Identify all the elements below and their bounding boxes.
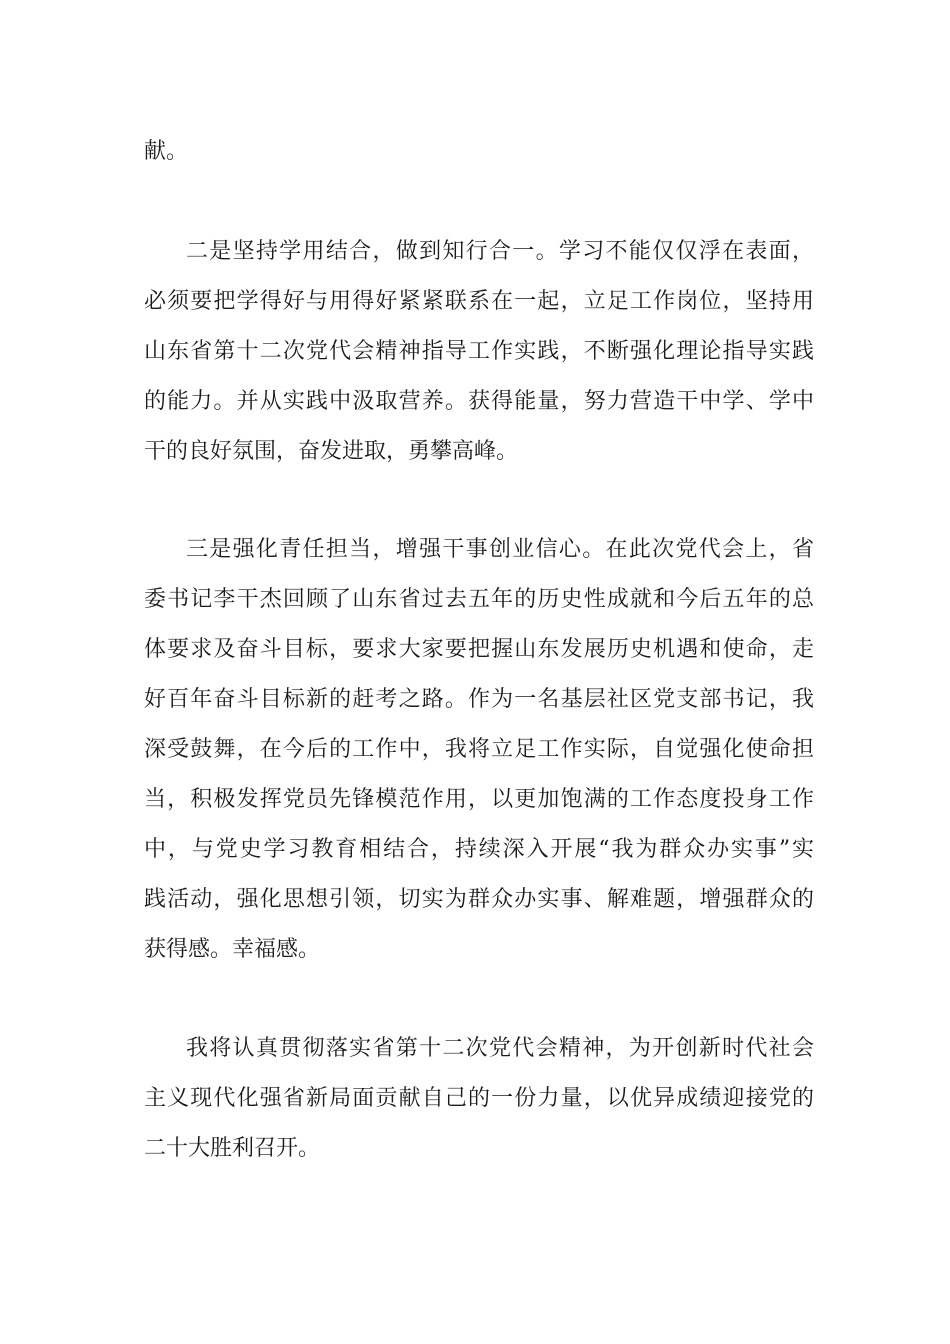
- paragraph-3-line-5: 深受鼓舞，在今后的工作中，我将立足工作实际，自觉强化使命担: [144, 737, 814, 762]
- paragraph-2-line-5: 干的良好氛围，奋发进取，勇攀高峰。: [144, 439, 519, 464]
- paragraph-3-line-1: 三是强化青任担当，增强干事创业信心。在此次党代会上，省: [186, 537, 814, 562]
- paragraph-2-line-1: 二是坚持学用结合，做到知行合一。学习不能仅仅浮在表面，: [186, 239, 814, 264]
- paragraph-2-line-3: 山东省第十二次党代会精神指导工作实践，不断强化理论指导实践: [144, 339, 814, 364]
- paragraph-2-line-4: 的能力。并从实践中汲取营养。获得能量，努力营造干中学、学中: [144, 389, 814, 414]
- paragraph-3-line-2: 委书记李干杰回顾了山东省过去五年的历史性成就和今后五年的总: [144, 587, 814, 612]
- paragraph-1-line-1: 献。: [144, 139, 189, 164]
- paragraph-4-line-2: 主义现代化强省新局面贡献自己的一份力量，以优异成绩迎接党的: [144, 1086, 814, 1111]
- paragraph-3-line-3: 体要求及奋斗目标，要求大家要把握山东发展历史机遇和使命，走: [144, 637, 814, 662]
- paragraph-3-line-7: 中，与党史学习教育相结合，持续深入开展“我为群众办实事”实: [144, 837, 814, 862]
- paragraph-3-line-6: 当，积极发挥党员先锋模范作用，以更加饱满的工作态度投身工作: [144, 787, 814, 812]
- paragraph-3-line-4: 好百年奋斗目标新的赶考之路。作为一名基层社区党支部书记，我: [144, 687, 814, 712]
- paragraph-3-line-8: 践活动，强化思想引领，切实为群众办实事、解难题，增强群众的: [144, 887, 814, 912]
- paragraph-3-line-9: 获得感。幸福感。: [144, 937, 321, 962]
- paragraph-4-line-3: 二十大胜利召开。: [144, 1136, 321, 1161]
- paragraph-4-line-1: 我将认真贯彻落实省第十二次党代会精神，为开创新时代社会: [186, 1036, 814, 1061]
- paragraph-2-line-2: 必须要把学得好与用得好紧紧联系在一起，立足工作岗位，坚持用: [144, 289, 814, 314]
